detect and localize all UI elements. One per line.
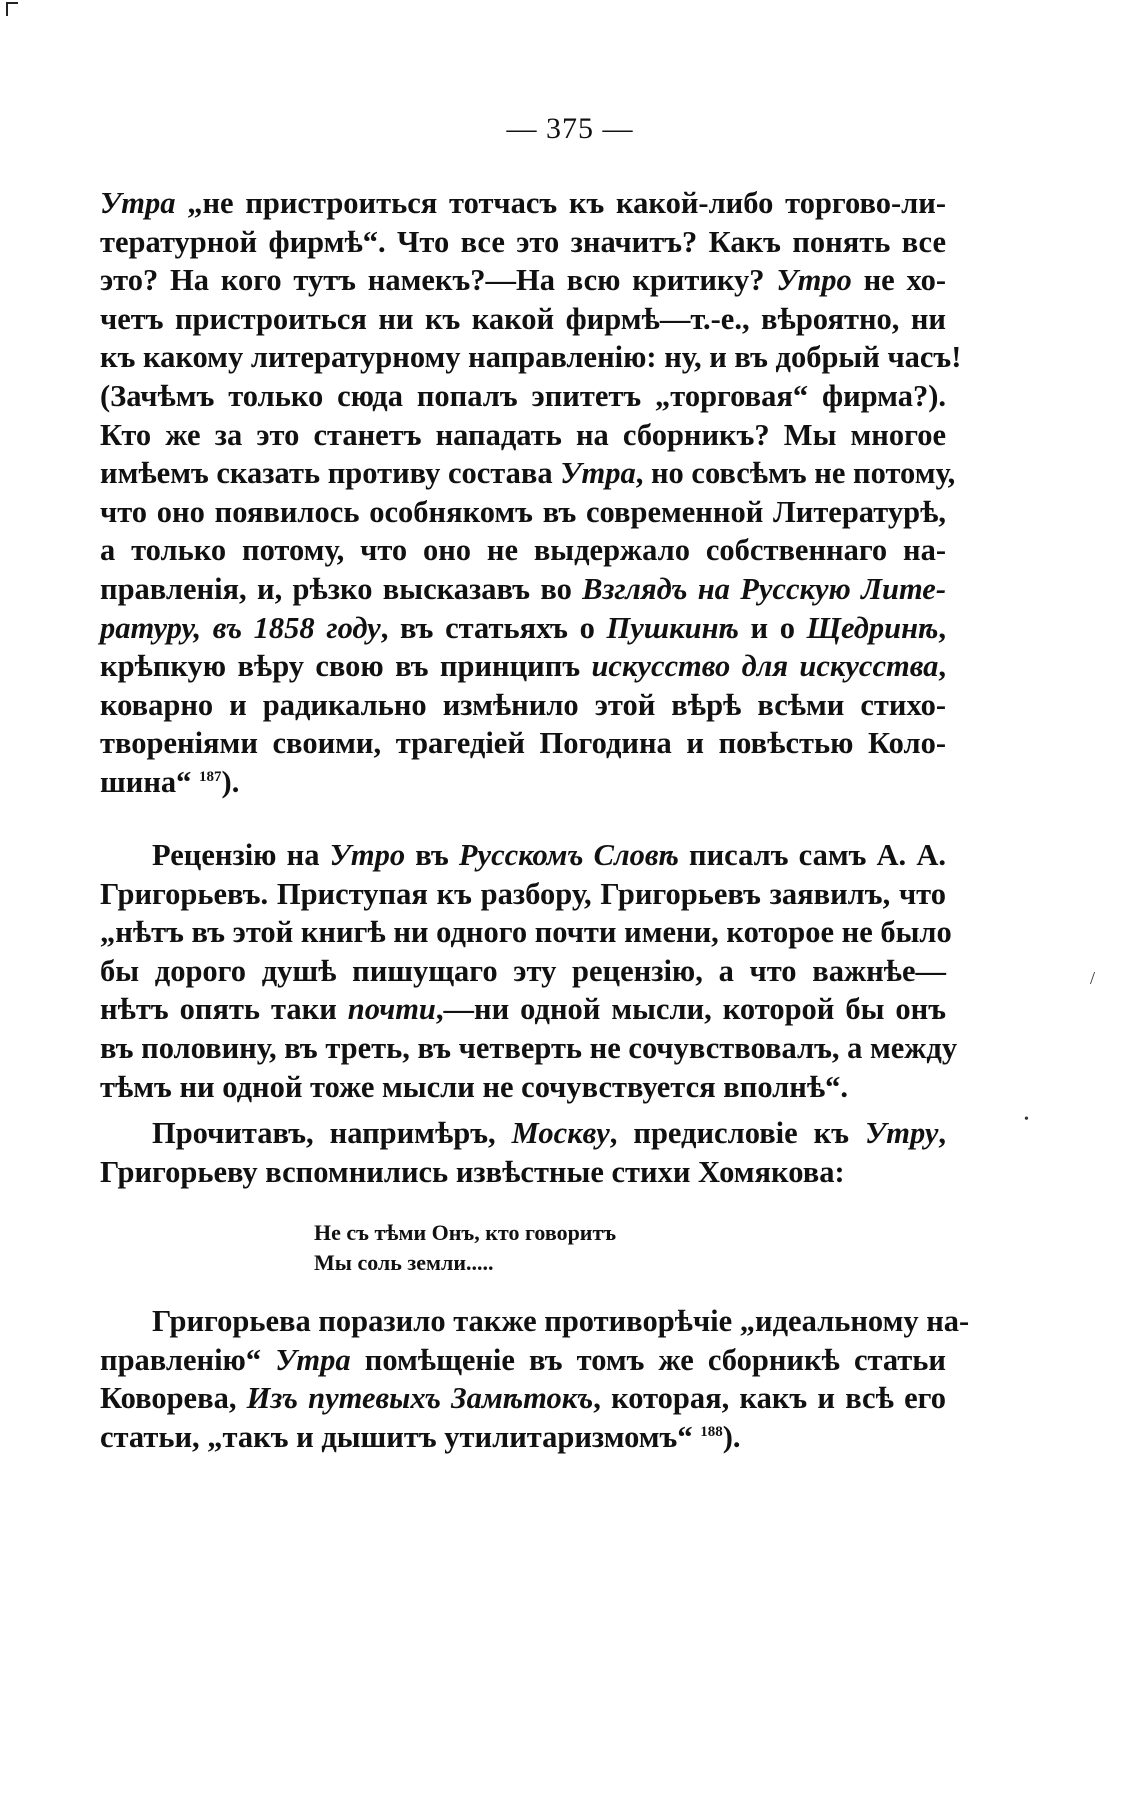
footnote-ref: 188: [700, 1423, 723, 1440]
text-run: въ: [405, 838, 459, 872]
page-number: — 375 —: [506, 112, 634, 145]
italic-title: Утро: [776, 263, 852, 298]
italic-title: Щедринѣ: [806, 610, 939, 645]
text-run: тературной фирмѣ“. Что все это значитъ? Какъ понять все: [100, 224, 946, 259]
text-run: , предисловіе къ: [609, 1116, 866, 1150]
text-run: Григорьевъ. Приступая къ разбору, Григорьевъ заявилъ, что: [100, 876, 946, 911]
text-line: [100, 416, 946, 455]
text-line: [100, 724, 946, 763]
text-line: [100, 377, 946, 416]
text-line: [100, 686, 946, 725]
text-run: ,—ни одной мысли, которой бы онъ: [435, 992, 946, 1027]
text-line: [100, 913, 952, 952]
text-run: крѣпкую вѣру свою въ принципъ: [100, 649, 592, 684]
text-run: имѣемъ сказать противу состава: [100, 456, 561, 491]
text-run: и о: [738, 610, 807, 645]
italic-title: Москву: [511, 1116, 610, 1150]
text-line: [100, 875, 946, 914]
text-run: Григорьеву вспомнились извѣстные стихи Хомякова:: [100, 1154, 845, 1189]
text-run: статьи, „такъ и дышитъ утилитаризмомъ“: [100, 1419, 701, 1454]
text-run: , которая, какъ и всѣ его: [593, 1381, 946, 1416]
text-line: [100, 1068, 946, 1107]
text-run: четъ пристроиться ни къ какой фирмѣ—т.-е., вѣроятно, ни: [100, 301, 946, 336]
italic-title: Утра: [560, 456, 636, 491]
text-line: [100, 338, 962, 377]
italic-title: Утра: [100, 186, 176, 220]
text-run: ,: [938, 1116, 947, 1150]
text-line: [100, 836, 946, 875]
italic-title: Утру: [865, 1116, 939, 1150]
text-line: [100, 454, 956, 493]
text-run: „нѣтъ въ этой книгѣ ни одного почти имени, которое не было: [100, 915, 952, 950]
italic-title: Взглядъ на Русскую Лите-: [582, 571, 946, 606]
text-line: [100, 223, 946, 262]
text-run: не хо-: [851, 263, 947, 298]
italic-title: ратуру, въ 1858 году: [100, 610, 381, 645]
text-run: тѣмъ ни одной тоже мысли не сочувствуется вполнѣ“.: [100, 1069, 849, 1104]
text-line: [100, 184, 946, 223]
text-run: что оно появилось особнякомъ въ современной Литературѣ,: [100, 494, 946, 529]
text-run: ).: [722, 1419, 741, 1454]
text-line: [100, 1114, 946, 1153]
text-run: , но совсѣмъ не потому,: [635, 456, 956, 491]
text-line: [100, 261, 946, 300]
text-run: правленію“: [100, 1342, 276, 1377]
text-run: правленія, и, рѣзко высказавъ во: [100, 571, 583, 606]
text-run: а только потому, что оно не выдержало собственнаго на-: [100, 533, 946, 568]
text-line: [100, 609, 946, 648]
text-line: [100, 570, 946, 609]
italic-title: Пушкинѣ: [606, 610, 739, 645]
paragraph-1: [100, 184, 962, 802]
text-run: бы дорого душѣ пишущаго эту рецензію, а что важнѣе—: [100, 953, 946, 988]
text-line: [100, 647, 946, 686]
text-run: къ какому литературному направленію: ну, и въ добрый часъ!: [100, 340, 962, 375]
paragraph-2: [100, 836, 958, 1106]
text-line: [100, 493, 946, 532]
italic-title: Утра: [275, 1342, 351, 1377]
text-line: [100, 1029, 958, 1068]
text-run: ,: [938, 610, 947, 645]
verse-line: Не съ тѣми Онъ, кто говоритъ: [314, 1220, 617, 1245]
text-run: въ половину, въ треть, въ четверть не сочувствовалъ, а между: [100, 1030, 958, 1065]
corner-crop-mark: [6, 2, 18, 16]
text-run: нѣтъ опять таки: [100, 992, 348, 1027]
text-line: [100, 1153, 946, 1192]
text-run: Кто же за это станетъ нападать на сборникъ? Мы многое: [100, 417, 946, 452]
text-line: [100, 990, 946, 1029]
italic-title: Утро: [329, 838, 406, 872]
text-run: Рецензію на: [152, 838, 330, 872]
italic-title: Русскомъ Словѣ: [458, 838, 679, 872]
text-run: помѣщеніе въ томъ же сборникѣ статьи: [350, 1342, 946, 1377]
italic-title: Изъ путевыхъ Замѣтокъ: [246, 1381, 594, 1416]
text-line: [100, 300, 946, 339]
paragraph-4: [100, 1302, 970, 1456]
text-line: [100, 763, 946, 802]
text-line: [100, 1302, 970, 1341]
text-run: ).: [221, 764, 240, 799]
footnote-ref: 187: [199, 768, 222, 785]
text-run: , въ статьяхъ о: [380, 610, 607, 645]
text-line: [100, 531, 946, 570]
text-run: писалъ самъ А. А.: [678, 838, 946, 872]
text-run: шина“: [100, 764, 200, 799]
text-run: Григорьева поразило также противорѣчіе „идеальному на-: [152, 1304, 970, 1338]
text-run: твореніями своими, трагедіей Погодина и повѣстью Коло-: [100, 726, 946, 761]
text-run: Коворева,: [100, 1381, 247, 1416]
text-run: это? На кого тутъ намекъ?—На всю критику?: [100, 263, 777, 298]
text-run: (Зачѣмъ только сюда попалъ эпитетъ „торговая“ фирма?).: [100, 378, 946, 413]
paragraph-3: [100, 1114, 946, 1191]
text-run: коварно и радикально измѣнило этой вѣрѣ всѣми стихо-: [100, 687, 946, 722]
verse-line: Мы соль земли.....: [314, 1250, 494, 1275]
text-run: Прочитавъ, напримѣръ,: [152, 1116, 512, 1150]
stray-pencil-mark: /: [1090, 968, 1096, 988]
text-run: ,: [938, 649, 946, 684]
text-line: [100, 1341, 946, 1380]
text-line: [100, 952, 946, 991]
italic-title: искусство для искусства: [591, 649, 939, 684]
italic-word: почти: [347, 992, 436, 1027]
text-line: [100, 1418, 946, 1457]
stray-dot-mark: •: [1024, 1112, 1029, 1127]
verse-quotation: [314, 1218, 616, 1278]
text-run: „не пристроиться тотчасъ къ какой-либо торгово-ли-: [175, 186, 946, 220]
text-line: [100, 1379, 946, 1418]
